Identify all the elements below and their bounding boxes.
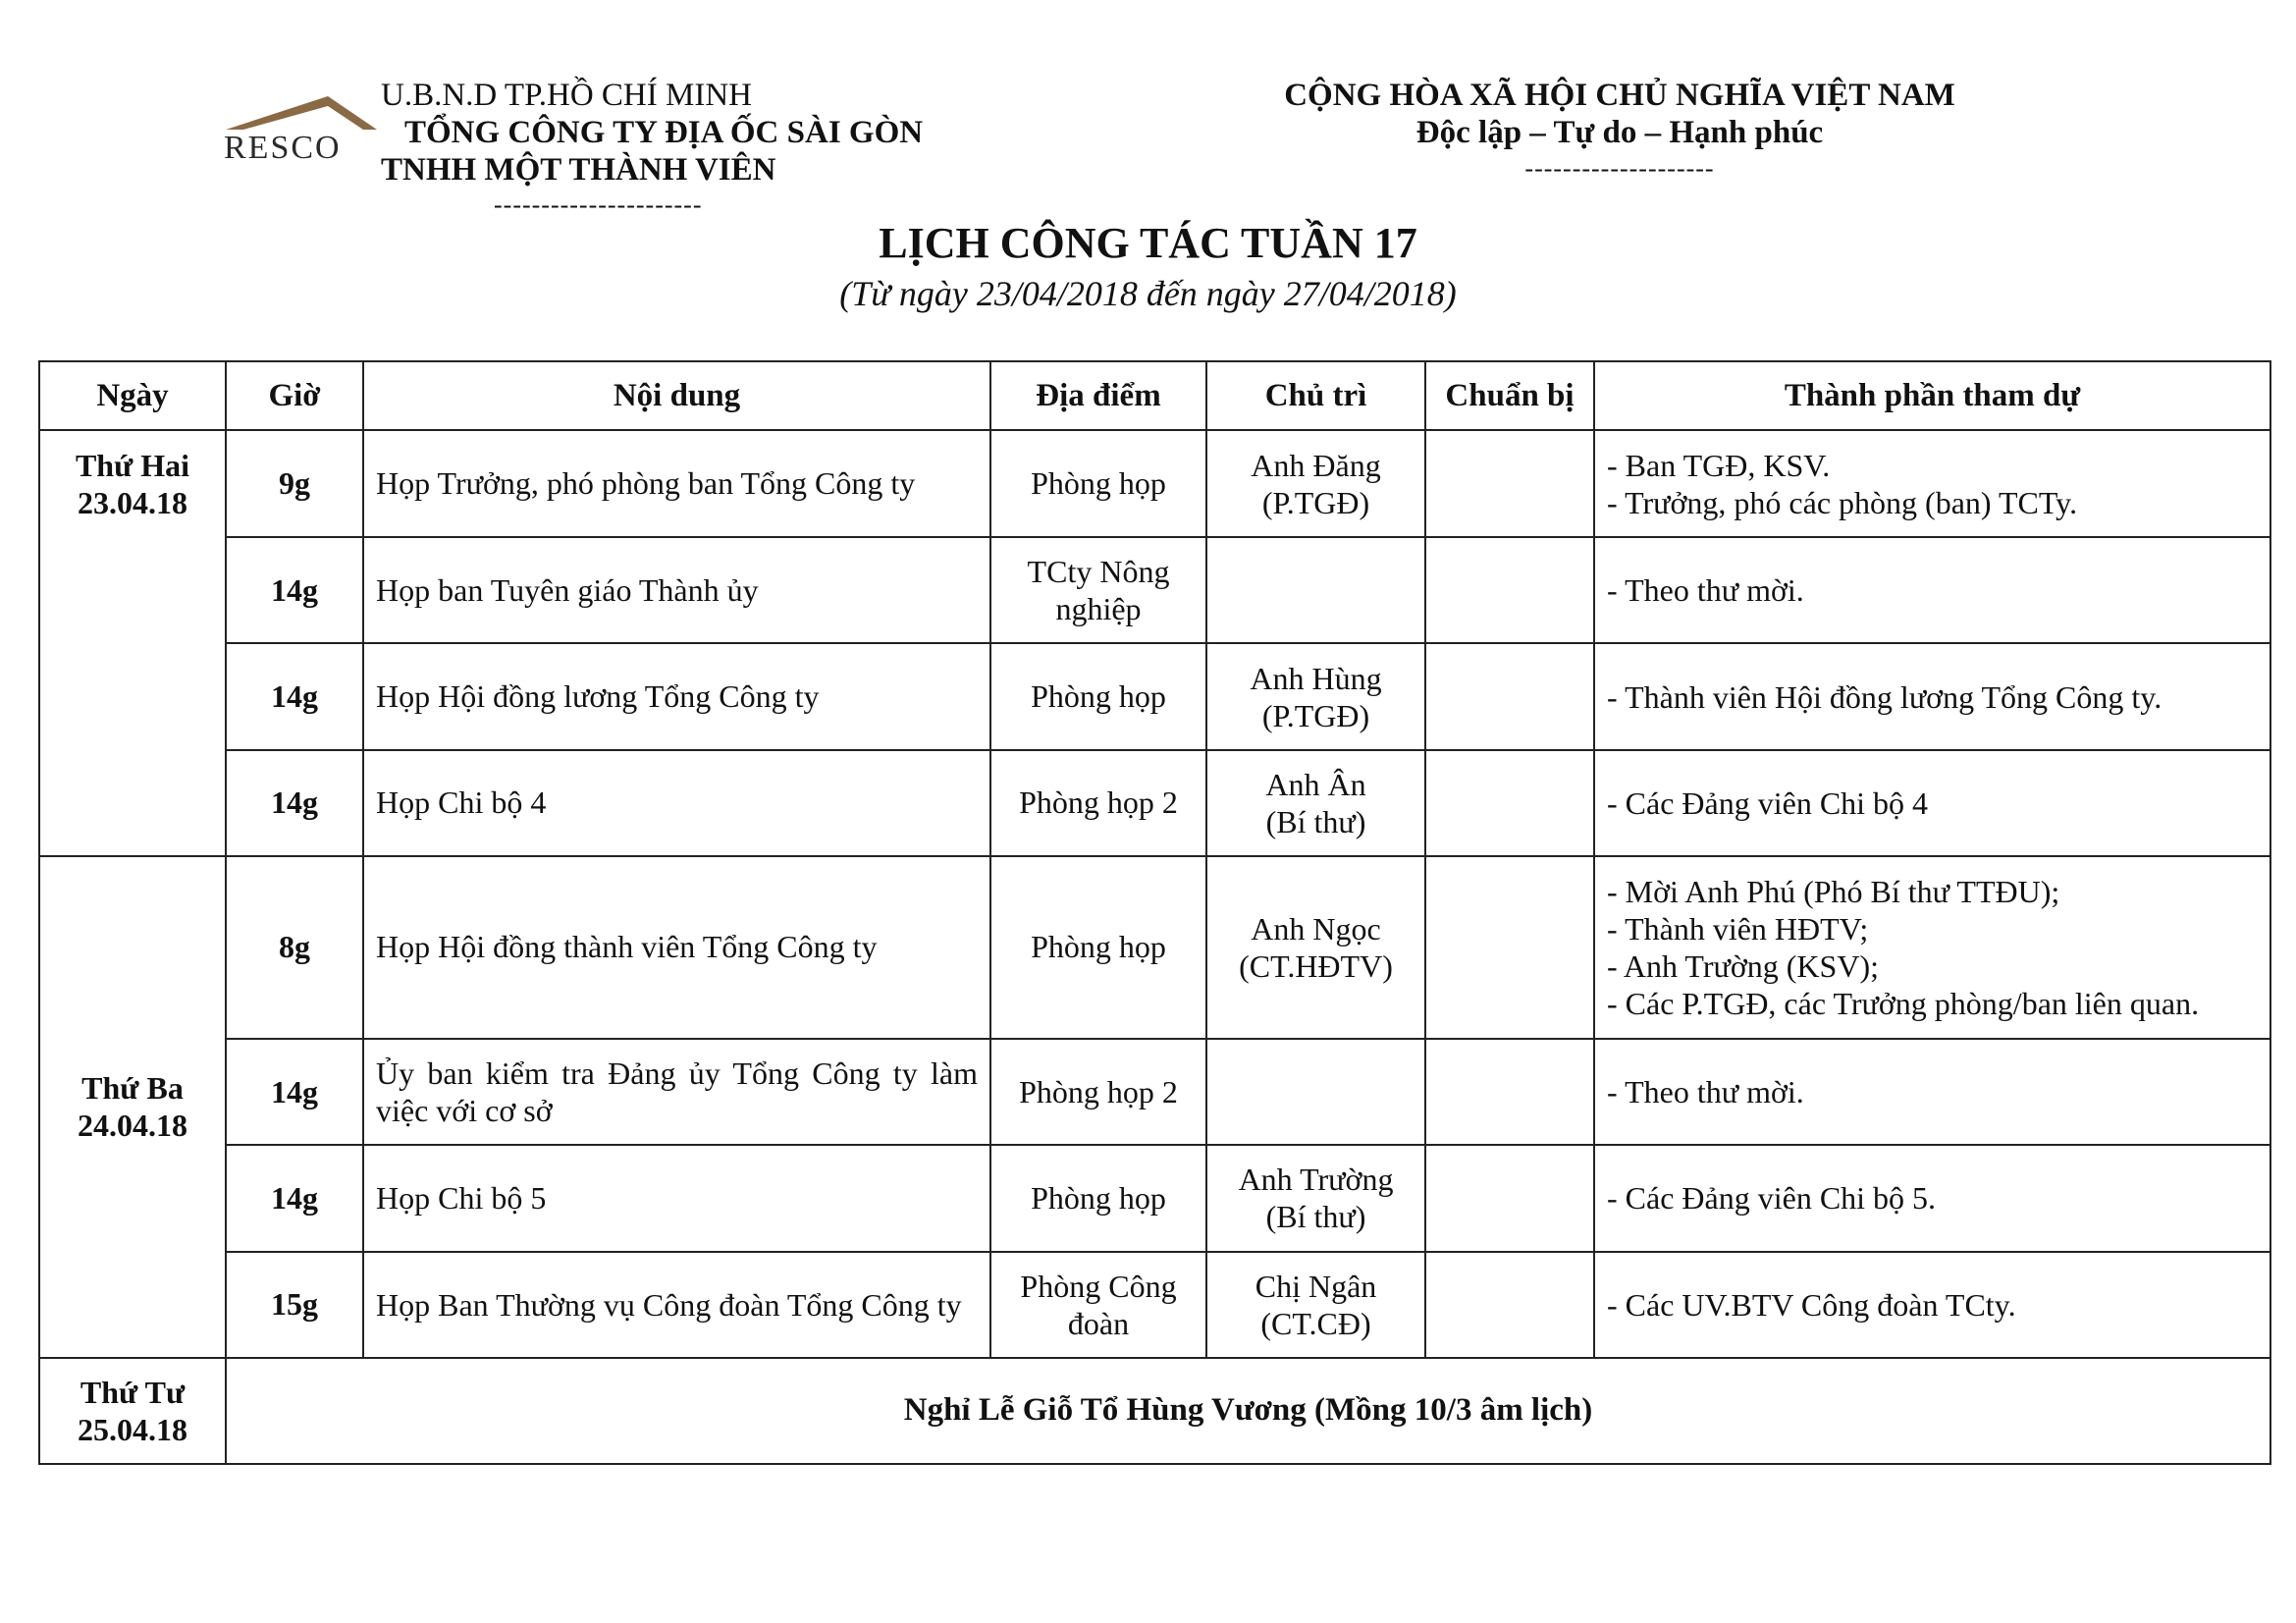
location-cell: Phòng Công đoàn	[990, 1252, 1206, 1358]
day-name: Thứ Tư	[80, 1374, 186, 1410]
chair-cell	[1206, 1145, 1425, 1251]
content-cell: Họp Trưởng, phó phòng ban Tổng Công ty	[363, 430, 990, 537]
attendee-line: - Anh Trường (KSV);	[1607, 947, 1879, 984]
time-cell: 14g	[226, 1039, 363, 1145]
prep-cell	[1425, 856, 1594, 1039]
chair-name: Anh Đăng	[1251, 447, 1381, 483]
attendee-line: - Các UV.BTV Công đoàn TCty.	[1607, 1286, 2016, 1323]
day-date: 24.04.18	[78, 1108, 187, 1144]
chair-cell	[1206, 643, 1425, 749]
time-cell: 15g	[226, 1252, 363, 1358]
attendees-cell	[1594, 1145, 2270, 1251]
chair-cell	[1206, 430, 1425, 537]
chair-name: Anh Ngọc	[1251, 910, 1381, 947]
prep-cell	[1425, 1252, 1594, 1358]
chair-name: Chị Ngân	[1255, 1268, 1377, 1304]
col-header-day: Ngày	[39, 361, 226, 430]
attendees-cell	[1594, 856, 2270, 1039]
org-type: TNHH MỘT THÀNH VIÊN	[381, 152, 776, 188]
time-cell: 14g	[226, 643, 363, 749]
prep-cell	[1425, 1145, 1594, 1251]
time-cell: 14g	[226, 750, 363, 856]
table-row	[39, 750, 2270, 856]
attendees-cell	[1594, 1252, 2270, 1358]
col-header-attendees: Thành phần tham dự	[1594, 361, 2270, 430]
table-row	[39, 537, 2270, 643]
time-cell: 9g	[226, 430, 363, 537]
attendee-line: - Theo thư mời.	[1607, 1074, 1804, 1110]
chair-cell	[1206, 856, 1425, 1039]
chair-role: (CT.HĐTV)	[1239, 947, 1393, 984]
attendees-cell	[1594, 537, 2270, 643]
chair-role: (P.TGĐ)	[1261, 484, 1370, 520]
content-cell: Ủy ban kiểm tra Đảng ủy Tổng Công ty làm việc với cơ sở	[363, 1039, 990, 1145]
prep-cell	[1425, 537, 1594, 643]
org-parent: U.B.N.D TP.HỒ CHÍ MINH	[381, 78, 753, 113]
attendees-cell	[1594, 750, 2270, 856]
table-row	[39, 643, 2270, 749]
table-row	[39, 1252, 2270, 1358]
location-cell: Phòng họp	[990, 643, 1206, 749]
chair-name: Anh Hùng	[1250, 660, 1382, 696]
company-logo	[218, 94, 385, 166]
location-cell: TCty Nông nghiệp	[990, 537, 1206, 643]
chair-cell	[1206, 1252, 1425, 1358]
national-title: CỘNG HÒA XÃ HỘI CHỦ NGHĨA VIỆT NAM	[1284, 78, 1955, 113]
prep-cell	[1425, 750, 1594, 856]
attendee-line: - Các Đảng viên Chi bộ 4	[1607, 784, 1929, 821]
national-separator: --------------------	[1524, 154, 1715, 183]
chair-role: (P.TGĐ)	[1261, 697, 1370, 733]
col-header-content: Nội dung	[363, 361, 990, 430]
document-subtitle: (Từ ngày 23/04/2018 đến ngày 27/04/2018)	[839, 274, 1457, 313]
national-header	[1227, 77, 2012, 187]
location-cell: Phòng họp	[990, 856, 1206, 1039]
content-cell: Họp Ban Thường vụ Công đoàn Tổng Công ty	[363, 1252, 990, 1358]
day-name: Thứ Hai	[75, 448, 190, 483]
chair-role: (Bí thư)	[1265, 1199, 1366, 1235]
holiday-cell: Nghỉ Lễ Giỗ Tổ Hùng Vương (Mồng 10/3 âm lịch)	[226, 1358, 2270, 1464]
prep-cell	[1425, 643, 1594, 749]
document-title: LỊCH CÔNG TÁC TUẦN 17	[879, 219, 1417, 267]
day-date: 25.04.18	[78, 1411, 187, 1447]
location-cell: Phòng họp	[990, 430, 1206, 537]
content-cell: Họp Chi bộ 5	[363, 1145, 990, 1251]
attendees-cell	[1594, 430, 2270, 537]
roof-logo-icon	[218, 94, 385, 134]
chair-role: (Bí thư)	[1265, 803, 1366, 839]
day-date: 23.04.18	[78, 485, 187, 520]
time-cell: 14g	[226, 537, 363, 643]
attendee-line: - Thành viên HĐTV;	[1607, 910, 1869, 947]
chair-name: Anh Ân	[1265, 766, 1366, 802]
table-row	[39, 1358, 2270, 1464]
attendee-line: - Ban TGĐ, KSV.	[1607, 447, 1831, 483]
content-cell: Họp Hội đồng lương Tổng Công ty	[363, 643, 990, 749]
table-header-row	[39, 361, 2270, 430]
col-header-location: Địa điểm	[990, 361, 1206, 430]
table-row	[39, 1039, 2270, 1145]
time-cell: 14g	[226, 1145, 363, 1251]
chair-cell	[1206, 750, 1425, 856]
chair-role: (CT.CĐ)	[1260, 1305, 1371, 1341]
day-cell	[39, 856, 226, 1358]
col-header-time: Giờ	[226, 361, 363, 430]
location-cell: Phòng họp	[990, 1145, 1206, 1251]
attendee-line: - Các Đảng viên Chi bộ 5.	[1607, 1180, 1937, 1217]
content-cell: Họp Hội đồng thành viên Tổng Công ty	[363, 856, 990, 1039]
table-row	[39, 856, 2270, 1039]
col-header-prep: Chuẩn bị	[1425, 361, 1594, 430]
attendees-cell	[1594, 1039, 2270, 1145]
table-row	[39, 1145, 2270, 1251]
content-cell: Họp ban Tuyên giáo Thành ủy	[363, 537, 990, 643]
prep-cell	[1425, 1039, 1594, 1145]
table-row	[39, 430, 2270, 537]
attendees-cell	[1594, 643, 2270, 749]
location-cell: Phòng họp 2	[990, 1039, 1206, 1145]
org-name: TỔNG CÔNG TY ĐỊA ỐC SÀI GÒN	[404, 115, 924, 150]
location-cell: Phòng họp 2	[990, 750, 1206, 856]
org-separator: ----------------------	[494, 190, 703, 219]
time-cell: 8g	[226, 856, 363, 1039]
attendee-line: - Các P.TGĐ, các Trưởng phòng/ban liên quan.	[1607, 985, 2200, 1021]
chair-cell	[1206, 537, 1425, 643]
col-header-chair: Chủ trì	[1206, 361, 1425, 430]
attendee-line: - Theo thư mời.	[1607, 572, 1804, 609]
content-cell: Họp Chi bộ 4	[363, 750, 990, 856]
schedule-table	[38, 360, 2271, 1465]
chair-name: Anh Trường	[1238, 1162, 1394, 1198]
attendee-line: - Thành viên Hội đồng lương Tổng Công ty.	[1607, 678, 2163, 715]
chair-cell	[1206, 1039, 1425, 1145]
national-motto: Độc lập – Tự do – Hạnh phúc	[1415, 115, 1824, 150]
attendee-line: - Mời Anh Phú (Phó Bí thư TTĐU);	[1607, 873, 2060, 909]
day-cell	[39, 430, 226, 856]
logo-text: RESCO	[224, 130, 342, 166]
day-name: Thứ Ba	[81, 1070, 184, 1107]
day-cell	[39, 1358, 226, 1464]
attendee-line: - Trưởng, phó các phòng (ban) TCTy.	[1607, 484, 2078, 520]
prep-cell	[1425, 430, 1594, 537]
